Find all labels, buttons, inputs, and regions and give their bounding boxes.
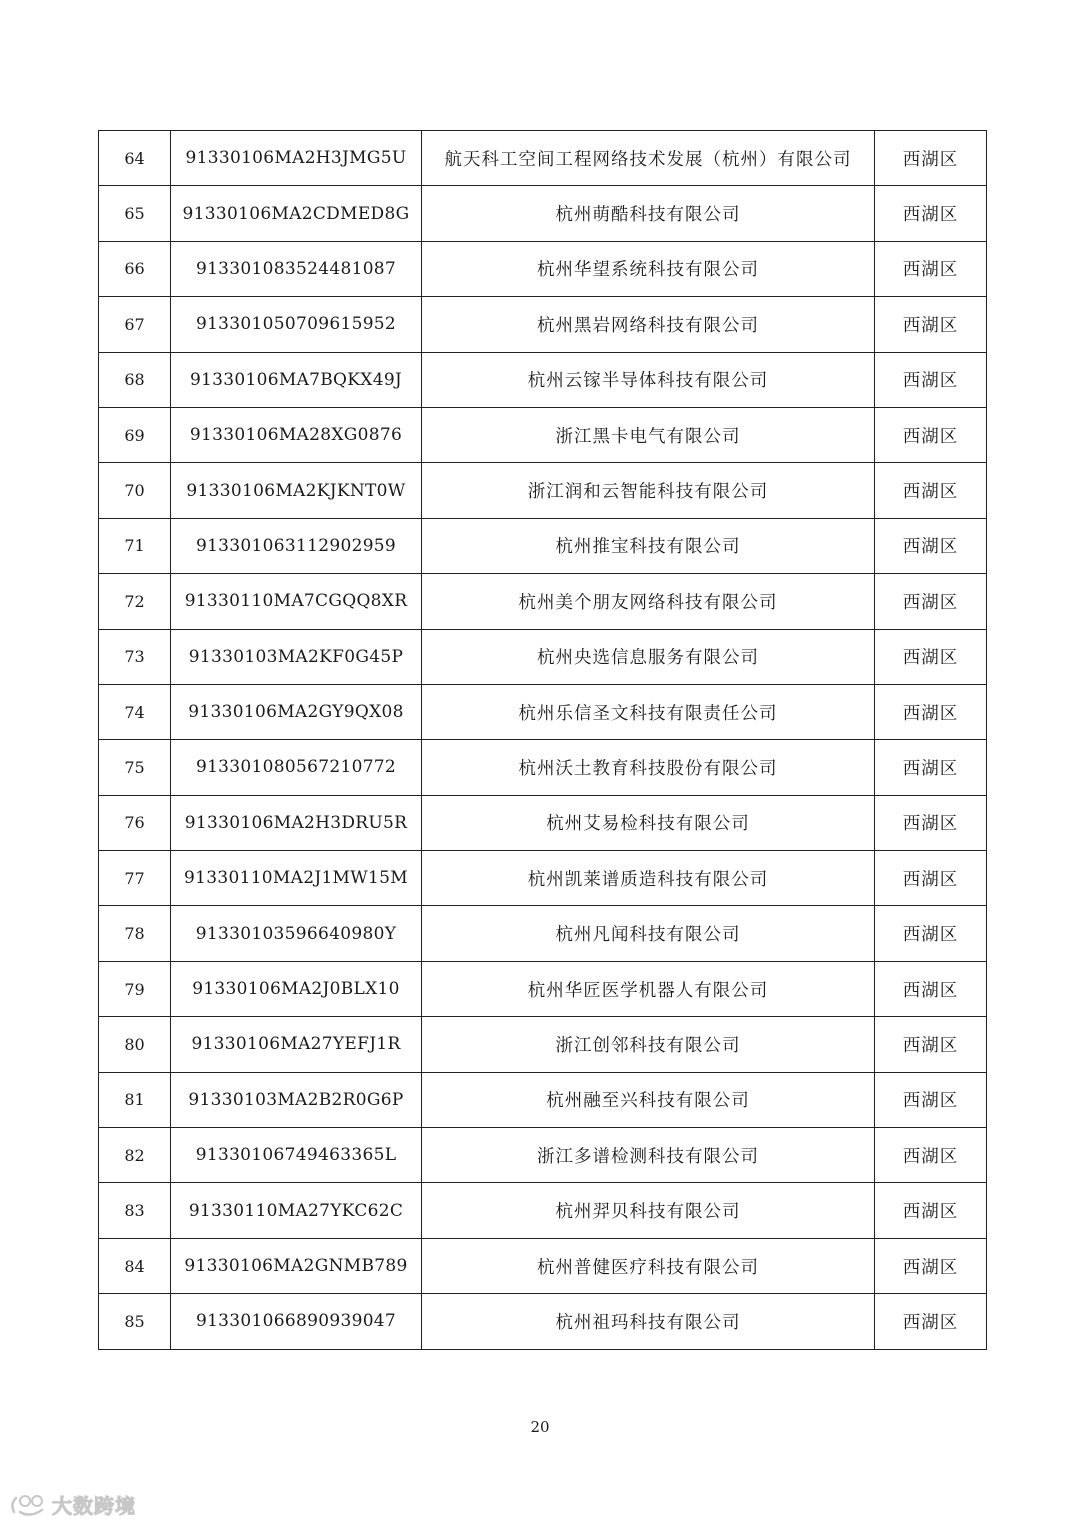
row-seq-cell: 67	[99, 297, 171, 352]
row-code-cell: 91330106MA7BQKX49J	[171, 352, 422, 407]
row-district-cell: 西湖区	[875, 1294, 987, 1349]
row-code-cell: 91330110MA7CGQQ8XR	[171, 574, 422, 629]
row-seq-cell: 65	[99, 186, 171, 241]
row-seq-cell: 73	[99, 629, 171, 684]
row-name-cell: 杭州沃土教育科技股份有限公司	[422, 740, 875, 795]
row-district-cell: 西湖区	[875, 241, 987, 296]
table-row	[99, 241, 987, 296]
row-name-cell: 杭州祖玛科技有限公司	[422, 1294, 875, 1349]
table-row	[99, 518, 987, 573]
row-seq-cell: 69	[99, 407, 171, 462]
row-seq-cell: 74	[99, 684, 171, 739]
row-code-cell: 91330106MA2KJKNT0W	[171, 463, 422, 518]
company-table-container	[98, 130, 986, 1350]
row-district-cell: 西湖区	[875, 1128, 987, 1183]
row-district-cell: 西湖区	[875, 407, 987, 462]
row-name-cell: 杭州云镓半导体科技有限公司	[422, 352, 875, 407]
table-row	[99, 186, 987, 241]
row-code-cell: 91330103MA2KF0G45P	[171, 629, 422, 684]
row-district-cell: 西湖区	[875, 574, 987, 629]
table-row	[99, 574, 987, 629]
row-code-cell: 913301080567210772	[171, 740, 422, 795]
row-name-cell: 杭州美个朋友网络科技有限公司	[422, 574, 875, 629]
row-seq-cell: 64	[99, 131, 171, 186]
row-district-cell: 西湖区	[875, 961, 987, 1016]
row-name-cell: 航天科工空间工程网络技术发展（杭州）有限公司	[422, 131, 875, 186]
row-district-cell: 西湖区	[875, 629, 987, 684]
row-name-cell: 杭州融至兴科技有限公司	[422, 1072, 875, 1127]
row-district-cell: 西湖区	[875, 1072, 987, 1127]
table-row	[99, 407, 987, 462]
row-code-cell: 913301063112902959	[171, 518, 422, 573]
row-code-cell: 91330106MA2H3JMG5U	[171, 131, 422, 186]
table-row	[99, 1017, 987, 1072]
row-district-cell: 西湖区	[875, 186, 987, 241]
row-district-cell: 西湖区	[875, 297, 987, 352]
row-name-cell: 杭州萌酷科技有限公司	[422, 186, 875, 241]
row-code-cell: 91330106MA2CDMED8G	[171, 186, 422, 241]
row-code-cell: 91330106749463365L	[171, 1128, 422, 1183]
row-district-cell: 西湖区	[875, 851, 987, 906]
row-seq-cell: 70	[99, 463, 171, 518]
row-code-cell: 91330106MA2GNMB789	[171, 1238, 422, 1293]
company-table-body	[99, 131, 987, 1350]
row-name-cell: 杭州华匠医学机器人有限公司	[422, 961, 875, 1016]
row-code-cell: 91330106MA2GY9QX08	[171, 684, 422, 739]
row-code-cell: 91330110MA2J1MW15M	[171, 851, 422, 906]
row-district-cell: 西湖区	[875, 906, 987, 961]
table-row	[99, 1072, 987, 1127]
row-seq-cell: 72	[99, 574, 171, 629]
row-seq-cell: 66	[99, 241, 171, 296]
row-district-cell: 西湖区	[875, 740, 987, 795]
company-table	[98, 130, 987, 1350]
table-row	[99, 684, 987, 739]
row-code-cell: 91330103MA2B2R0G6P	[171, 1072, 422, 1127]
table-row	[99, 961, 987, 1016]
watermark-text: 大数跨境	[52, 1494, 136, 1518]
row-name-cell: 杭州艾易检科技有限公司	[422, 795, 875, 850]
row-district-cell: 西湖区	[875, 1183, 987, 1238]
table-row	[99, 131, 987, 186]
row-district-cell: 西湖区	[875, 352, 987, 407]
row-seq-cell: 81	[99, 1072, 171, 1127]
table-row	[99, 352, 987, 407]
row-code-cell: 91330110MA27YKC62C	[171, 1183, 422, 1238]
table-row	[99, 629, 987, 684]
row-district-cell: 西湖区	[875, 131, 987, 186]
row-seq-cell: 76	[99, 795, 171, 850]
row-seq-cell: 71	[99, 518, 171, 573]
row-name-cell: 杭州黑岩网络科技有限公司	[422, 297, 875, 352]
row-district-cell: 西湖区	[875, 1238, 987, 1293]
row-code-cell: 913301050709615952	[171, 297, 422, 352]
table-row	[99, 297, 987, 352]
row-code-cell: 913301083524481087	[171, 241, 422, 296]
table-row	[99, 740, 987, 795]
table-row	[99, 463, 987, 518]
row-seq-cell: 75	[99, 740, 171, 795]
watermark	[8, 1490, 136, 1519]
row-name-cell: 杭州普健医疗科技有限公司	[422, 1238, 875, 1293]
row-district-cell: 西湖区	[875, 1017, 987, 1072]
row-name-cell: 浙江多谱检测科技有限公司	[422, 1128, 875, 1183]
row-seq-cell: 82	[99, 1128, 171, 1183]
row-district-cell: 西湖区	[875, 518, 987, 573]
row-seq-cell: 85	[99, 1294, 171, 1349]
row-seq-cell: 68	[99, 352, 171, 407]
row-name-cell: 杭州华望系统科技有限公司	[422, 241, 875, 296]
table-row	[99, 1128, 987, 1183]
row-code-cell: 91330106MA2H3DRU5R	[171, 795, 422, 850]
brand-logo-icon	[8, 1492, 48, 1518]
row-name-cell: 杭州凡闻科技有限公司	[422, 906, 875, 961]
row-seq-cell: 77	[99, 851, 171, 906]
row-name-cell: 杭州央选信息服务有限公司	[422, 629, 875, 684]
row-district-cell: 西湖区	[875, 684, 987, 739]
row-code-cell: 91330106MA2J0BLX10	[171, 961, 422, 1016]
row-district-cell: 西湖区	[875, 795, 987, 850]
row-seq-cell: 83	[99, 1183, 171, 1238]
row-seq-cell: 84	[99, 1238, 171, 1293]
row-code-cell: 913301066890939047	[171, 1294, 422, 1349]
table-row	[99, 1294, 987, 1349]
row-district-cell: 西湖区	[875, 463, 987, 518]
row-name-cell: 杭州乐信圣文科技有限责任公司	[422, 684, 875, 739]
row-name-cell: 浙江黑卡电气有限公司	[422, 407, 875, 462]
row-code-cell: 91330103596640980Y	[171, 906, 422, 961]
row-name-cell: 浙江润和云智能科技有限公司	[422, 463, 875, 518]
row-name-cell: 杭州推宝科技有限公司	[422, 518, 875, 573]
table-row	[99, 795, 987, 850]
row-code-cell: 91330106MA28XG0876	[171, 407, 422, 462]
row-name-cell: 杭州羿贝科技有限公司	[422, 1183, 875, 1238]
row-seq-cell: 79	[99, 961, 171, 1016]
page-number: 20	[530, 1418, 550, 1436]
row-seq-cell: 78	[99, 906, 171, 961]
row-code-cell: 91330106MA27YEFJ1R	[171, 1017, 422, 1072]
table-row	[99, 1238, 987, 1293]
row-name-cell: 杭州凯莱谱质造科技有限公司	[422, 851, 875, 906]
table-row	[99, 851, 987, 906]
row-name-cell: 浙江创邻科技有限公司	[422, 1017, 875, 1072]
table-row	[99, 906, 987, 961]
row-seq-cell: 80	[99, 1017, 171, 1072]
table-row	[99, 1183, 987, 1238]
